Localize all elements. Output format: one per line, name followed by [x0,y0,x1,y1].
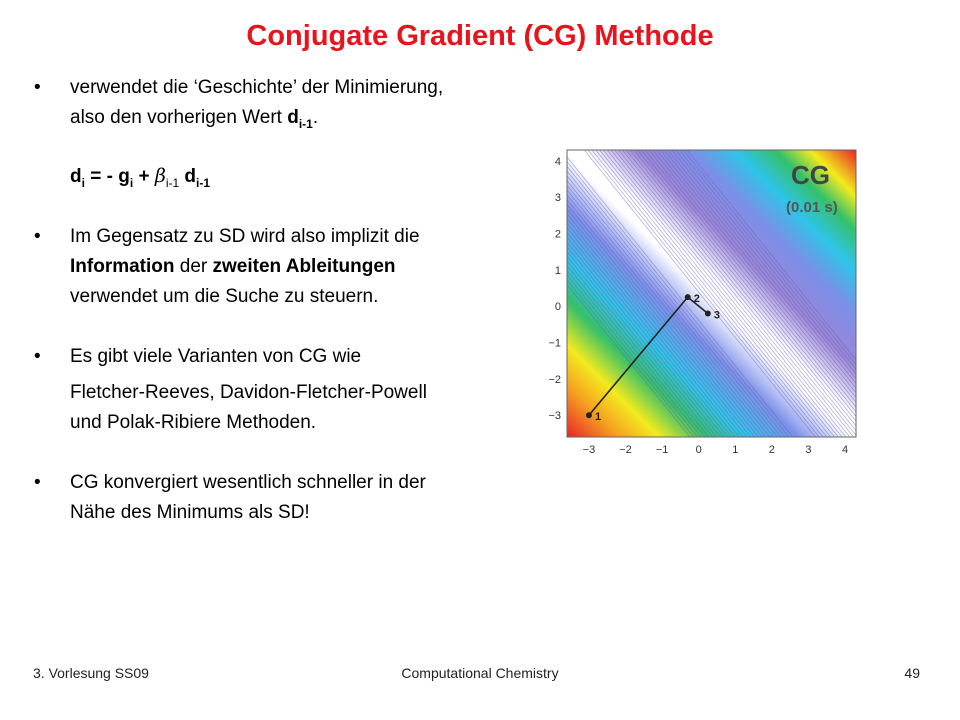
cg-point-label: 3 [713,309,720,322]
y-tick-label: −1 [548,337,561,350]
bullet-second-line1: Im Gegensatz zu SD wird also implizit die [70,226,420,247]
x-tick-label: 4 [841,444,849,456]
formula-plus: + [133,166,155,187]
cg-point-label: 1 [594,411,602,424]
bullet-dot: • [34,472,41,493]
formula-g: g [118,166,130,187]
bullet-history [34,73,554,133]
bullet-dot: • [34,77,41,98]
y-axis-ticks [548,156,561,422]
x-tick-label: 3 [805,444,812,456]
slide-title: Conjugate Gradient (CG) Methode [246,20,714,52]
bullet-second-mid: der [174,256,213,277]
bold-information: Information [70,256,175,277]
cg-update-formula [34,161,554,192]
formula-d-prev: d [179,166,197,187]
y-tick-label: 3 [554,192,561,205]
bullet-convergence-line1: CG konvergiert wesentlich schneller in der [70,472,426,493]
y-tick-label: −3 [548,410,561,423]
var-d: d [287,107,299,128]
cg-point [685,294,691,300]
bullet-convergence-line2: Nähe des Minimums als SD! [70,502,310,523]
footer-page-number: 49 [904,665,920,681]
y-tick-label: 0 [554,301,561,314]
figure-time: (0.01 s) [786,199,838,216]
bullet-second-line3: verwendet um die Suche zu steuern. [70,286,379,307]
y-tick-label: −2 [548,373,561,386]
bullet-variants-line3: und Polak-Ribiere Methoden. [70,412,317,433]
period: . [312,107,319,128]
bullet-dot: • [34,226,41,247]
footer-lecture: 3. Vorlesung SS09 [33,665,149,681]
cg-point [586,412,592,418]
y-tick-label: 4 [554,155,561,168]
x-tick-label: −2 [619,444,632,456]
var-d-sub: i-1 [298,116,313,131]
cg-point-label: 2 [693,293,700,306]
y-tick-label: 1 [554,264,561,277]
x-tick-label: 2 [768,444,775,456]
bullet-convergence [34,468,554,528]
x-tick-label: 0 [695,444,702,456]
footer-course: Computational Chemistry [401,665,559,681]
bullet-dot: • [34,346,41,367]
formula-d-prev-sub: i-1 [196,175,211,190]
x-tick-label: 1 [732,444,739,456]
bold-zweite-ableitungen: zweiten Ableitungen [212,256,396,277]
bullet-variants-line1: Es gibt viele Varianten von CG wie [70,346,362,367]
bullet-history-line2: also den vorherigen Wert [70,107,288,128]
cg-point [705,310,711,316]
bullet-history-line1: verwendet die ‘Geschichte’ der Minimierung, [70,77,444,98]
formula-eq: = - [84,166,119,187]
formula-beta-sub: i-1 [165,175,180,190]
bullet-second-derivative [34,222,554,312]
x-tick-label: −1 [655,444,669,456]
figure-label: CG [791,160,830,190]
cg-contour-plot [536,140,886,465]
formula-d-sub: i [81,175,85,190]
formula-beta: β [154,165,166,187]
formula-d: d [70,166,82,187]
x-tick-label: −3 [582,444,596,456]
formula-g-sub: i [129,175,134,190]
bullet-variants [34,342,554,438]
x-axis-ticks [583,444,848,456]
bullet-list [34,73,554,528]
bullet-variants-line2: Fletcher-Reeves, Davidon-Fletcher-Powell [70,382,427,403]
y-tick-label: 2 [554,228,561,241]
